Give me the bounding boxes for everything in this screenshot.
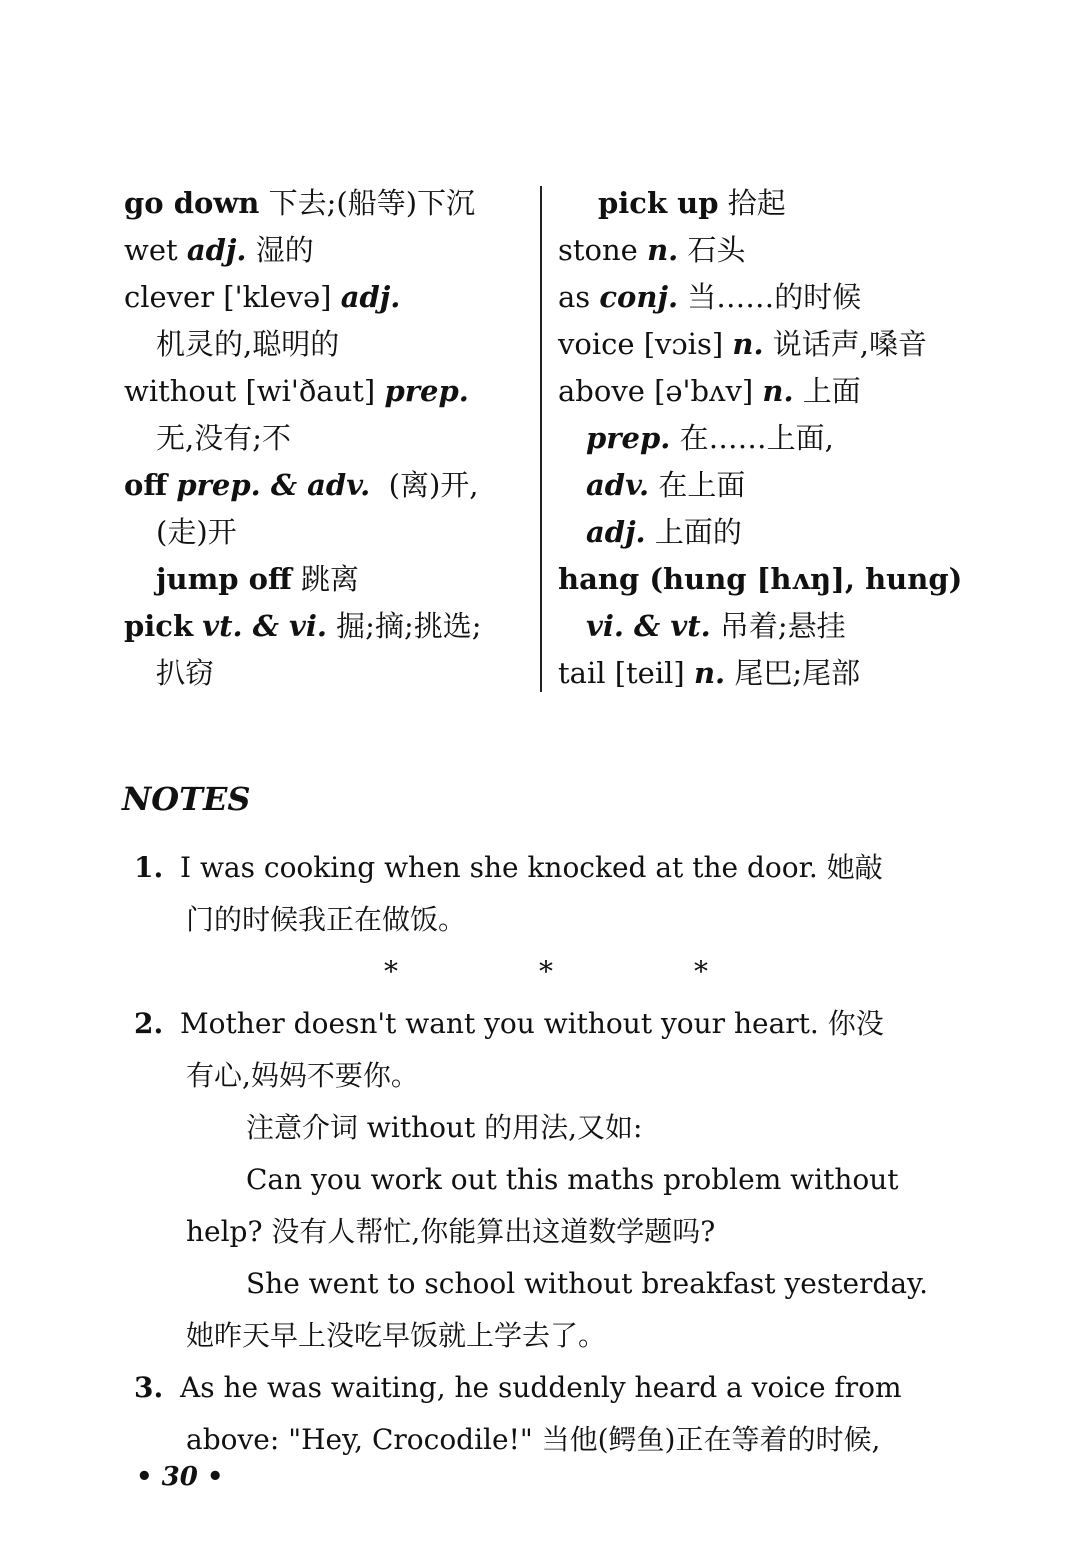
vocab-entry: voice [vɔis] n. 说话声,嗓音 xyxy=(558,327,927,361)
vocab-entry: off prep. & adv. (离)开, xyxy=(124,468,479,502)
note-3-continuation: above: "Hey, Crocodile!" 当他(鳄鱼)正在等着的时候, xyxy=(186,1423,881,1456)
note-2-example-continuation: 她昨天早上没吃早饭就上学去了。 xyxy=(186,1319,607,1352)
vocab-entry: clever ['klevə] adj. xyxy=(124,280,401,314)
vocab-sense: prep. 在……上面, xyxy=(586,421,834,455)
vocab-sense: vi. & vt. 吊着;悬挂 xyxy=(586,609,846,643)
vocab-entry: pick vt. & vi. 掘;摘;挑选; xyxy=(124,609,482,643)
vocab-entry: hang (hung [hʌŋ], hung) xyxy=(558,562,963,596)
vocab-continuation: 无,没有;不 xyxy=(156,421,291,455)
note-1-line: 1. I was cooking when she knocked at the door. 她敲 xyxy=(134,842,972,894)
vocab-entry: go down 下去;(船等)下沉 xyxy=(124,186,476,220)
vocab-entry: without [wi'ðaut] prep. xyxy=(124,374,469,408)
note-2-example-continuation: help? 没有人帮忙,你能算出这道数学题吗? xyxy=(186,1215,716,1248)
vocab-sense: adj. 上面的 xyxy=(586,515,742,549)
note-2-usage-line: 注意介词 without 的用法,又如: xyxy=(246,1111,643,1144)
note-2-continuation: 有心,妈妈不要你。 xyxy=(186,1059,419,1092)
note-1-continuation: 门的时候我正在做饭。 xyxy=(186,903,467,936)
vocab-entry: wet adj. 湿的 xyxy=(124,233,314,267)
note-number: 2. xyxy=(134,1007,164,1040)
vocabulary-left-column xyxy=(124,180,534,697)
vocab-continuation: 机灵的,聪明的 xyxy=(156,327,340,361)
vocabulary-right-column xyxy=(558,180,998,697)
note-3-line: 3. As he was waiting, he suddenly heard a voice from xyxy=(134,1362,972,1414)
section-separator-stars: * * * xyxy=(384,955,708,988)
note-number: 1. xyxy=(134,851,164,884)
vocab-subentry: jump off 跳离 xyxy=(156,562,360,596)
notes-section xyxy=(134,842,972,1466)
vocab-subentry: pick up 拾起 xyxy=(598,186,786,220)
note-2-example-line: Can you work out this maths problem without xyxy=(246,1163,899,1196)
column-divider xyxy=(540,186,542,692)
note-number: 3. xyxy=(134,1371,164,1404)
note-2-example-line: She went to school without breakfast yesterday. xyxy=(246,1267,929,1300)
vocab-entry: above [ə'bʌv] n. 上面 xyxy=(558,374,861,408)
page-number: • 30 • xyxy=(136,1462,224,1492)
vocab-entry: stone n. 石头 xyxy=(558,233,746,267)
vocab-sense: adv. 在上面 xyxy=(586,468,746,502)
note-2-line: 2. Mother doesn't want you without your heart. 你没 xyxy=(134,998,972,1050)
vocab-continuation: (走)开 xyxy=(156,515,237,549)
vocab-entry: tail [teil] n. 尾巴;尾部 xyxy=(558,656,861,690)
vocab-continuation: 扒窃 xyxy=(156,656,215,690)
notes-heading: NOTES xyxy=(122,780,251,818)
vocab-entry: as conj. 当……的时候 xyxy=(558,280,862,314)
